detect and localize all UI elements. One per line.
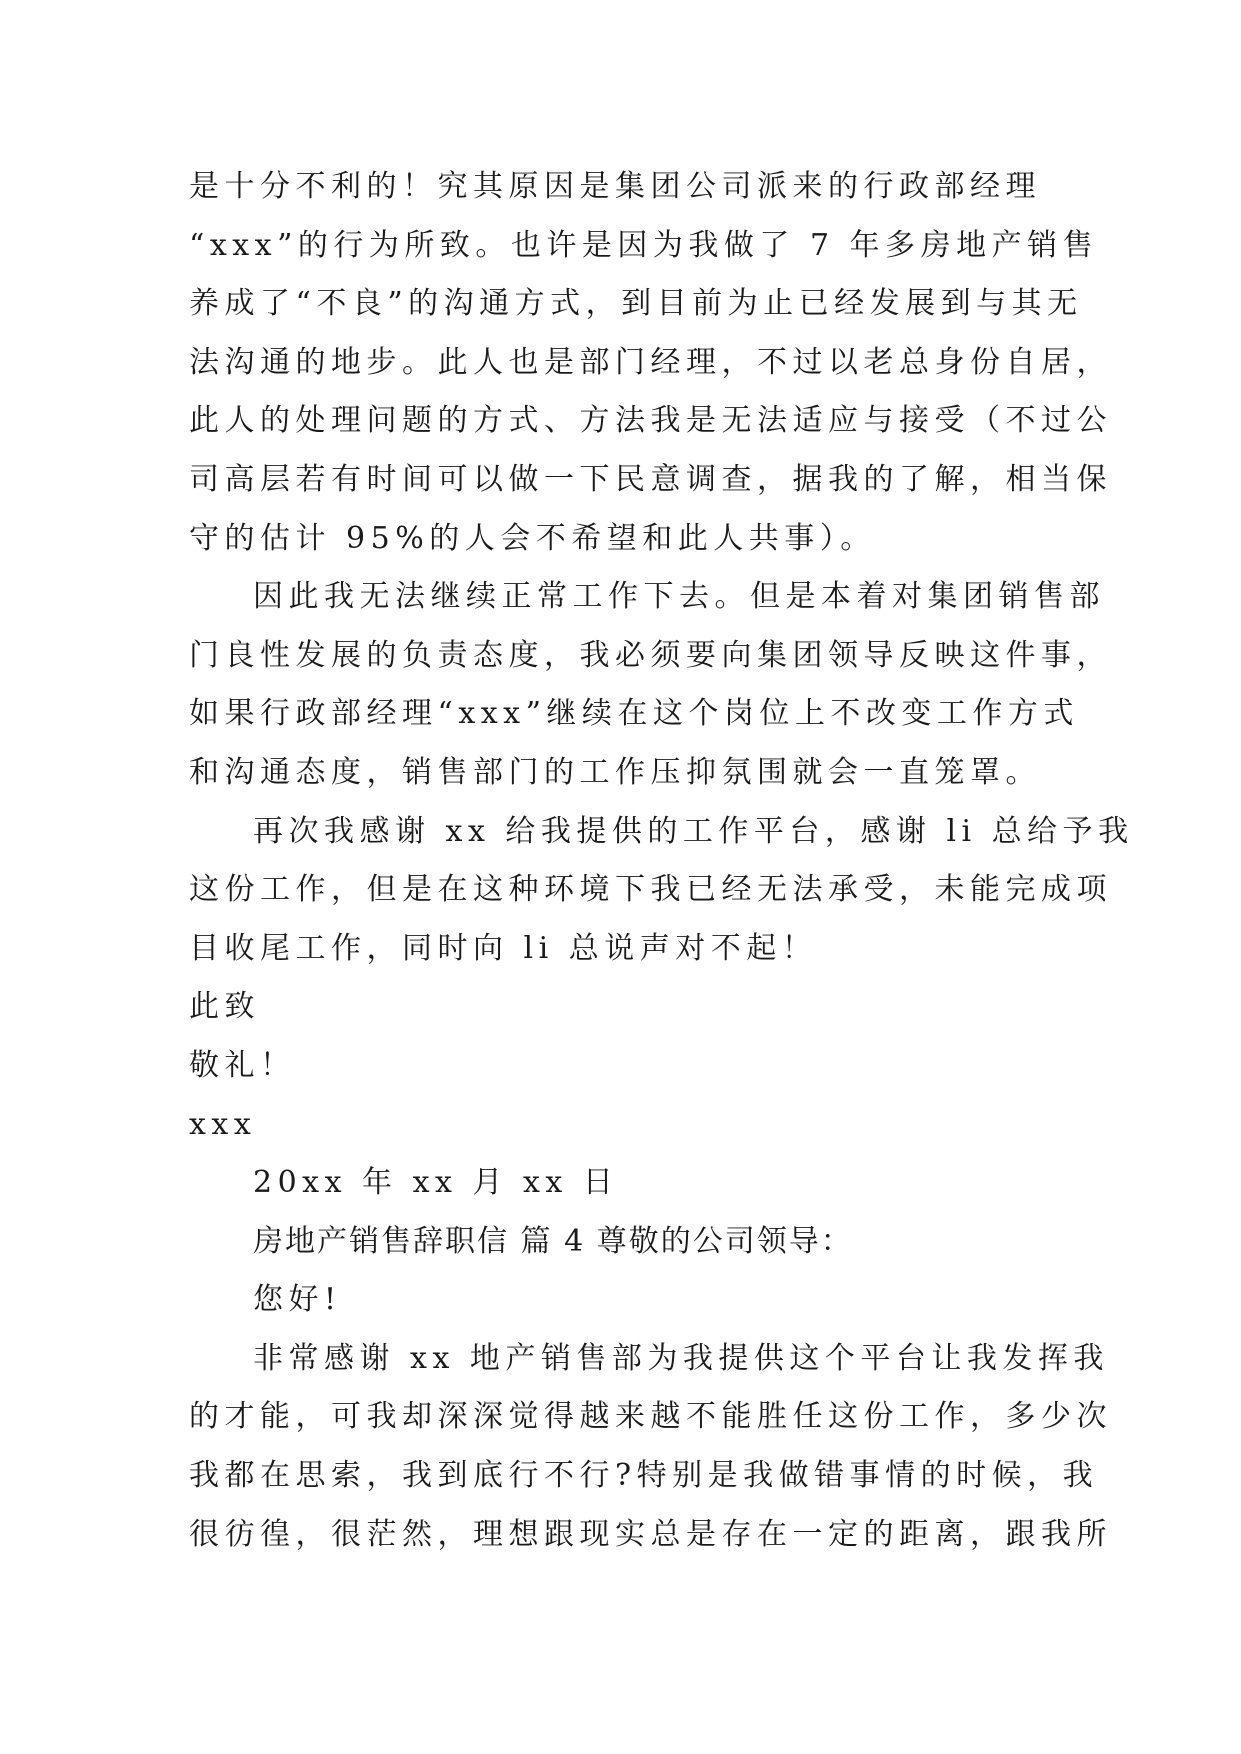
text-line: 和沟通态度，销售部门的工作压抑氛围就会一直笼罩。 — [189, 754, 1041, 790]
text-line: 这份工作，但是在这种环境下我已经无法承受，未能完成项 — [189, 872, 1112, 908]
text-line: 我都在思索，我到底行不行?特别是我做错事情的时候，我 — [189, 1458, 1099, 1494]
signature-date: 20xx 年 xx 月 xx 日 — [253, 1165, 619, 1201]
text-line: 如果行政部经理“xxx”继续在这个岗位上不改变工作方式 — [189, 696, 1079, 732]
text-line: 养成了“不良”的沟通方式，到目前为止已经发展到与其无 — [189, 286, 1083, 322]
greeting: 您好! — [253, 1282, 342, 1318]
text-line: 此人的处理问题的方式、方法我是无法适应与接受（不过公 — [189, 403, 1112, 439]
signature-name: xxx — [189, 1106, 257, 1142]
text-line: 目收尾工作，同时向 li 总说声对不起！ — [189, 930, 818, 966]
closing-salutation: 此致 — [189, 989, 260, 1025]
paragraph-start-line: 因此我无法继续正常工作下去。但是本着对集团销售部 — [253, 579, 1105, 615]
letter-body — [189, 158, 1134, 1564]
section-heading: 房地产销售辞职信 篇 4 尊敬的公司领导： — [253, 1223, 853, 1259]
paragraph-start-line: 再次我感谢 xx 给我提供的工作平台，感谢 li 总给予我 — [253, 813, 1134, 849]
text-line: 守的估计 95%的人会不希望和此人共事）。 — [189, 520, 876, 556]
closing-regards: 敬礼！ — [189, 1047, 296, 1083]
paragraph-start-line: 非常感谢 xx 地产销售部为我提供这个平台让我发挥我 — [253, 1340, 1109, 1376]
text-line: 的才能，可我却深深觉得越来越不能胜任这份工作，多少次 — [189, 1399, 1112, 1435]
text-line: 司高层若有时间可以做一下民意调查，据我的了解，相当保 — [189, 461, 1112, 497]
text-line: “xxx”的行为所致。也许是因为我做了 7 年多房地产销售 — [189, 227, 1099, 263]
text-line: 法沟通的地步。此人也是部门经理，不过以老总身份自居， — [189, 344, 1112, 380]
text-line: 是十分不利的！究其原因是集团公司派来的行政部经理 — [189, 169, 1041, 204]
text-line: 门良性发展的负责态度，我必须要向集团领导反映这件事， — [189, 637, 1112, 673]
text-line: 很彷徨，很茫然，理想跟现实总是存在一定的距离，跟我所 — [189, 1516, 1112, 1552]
